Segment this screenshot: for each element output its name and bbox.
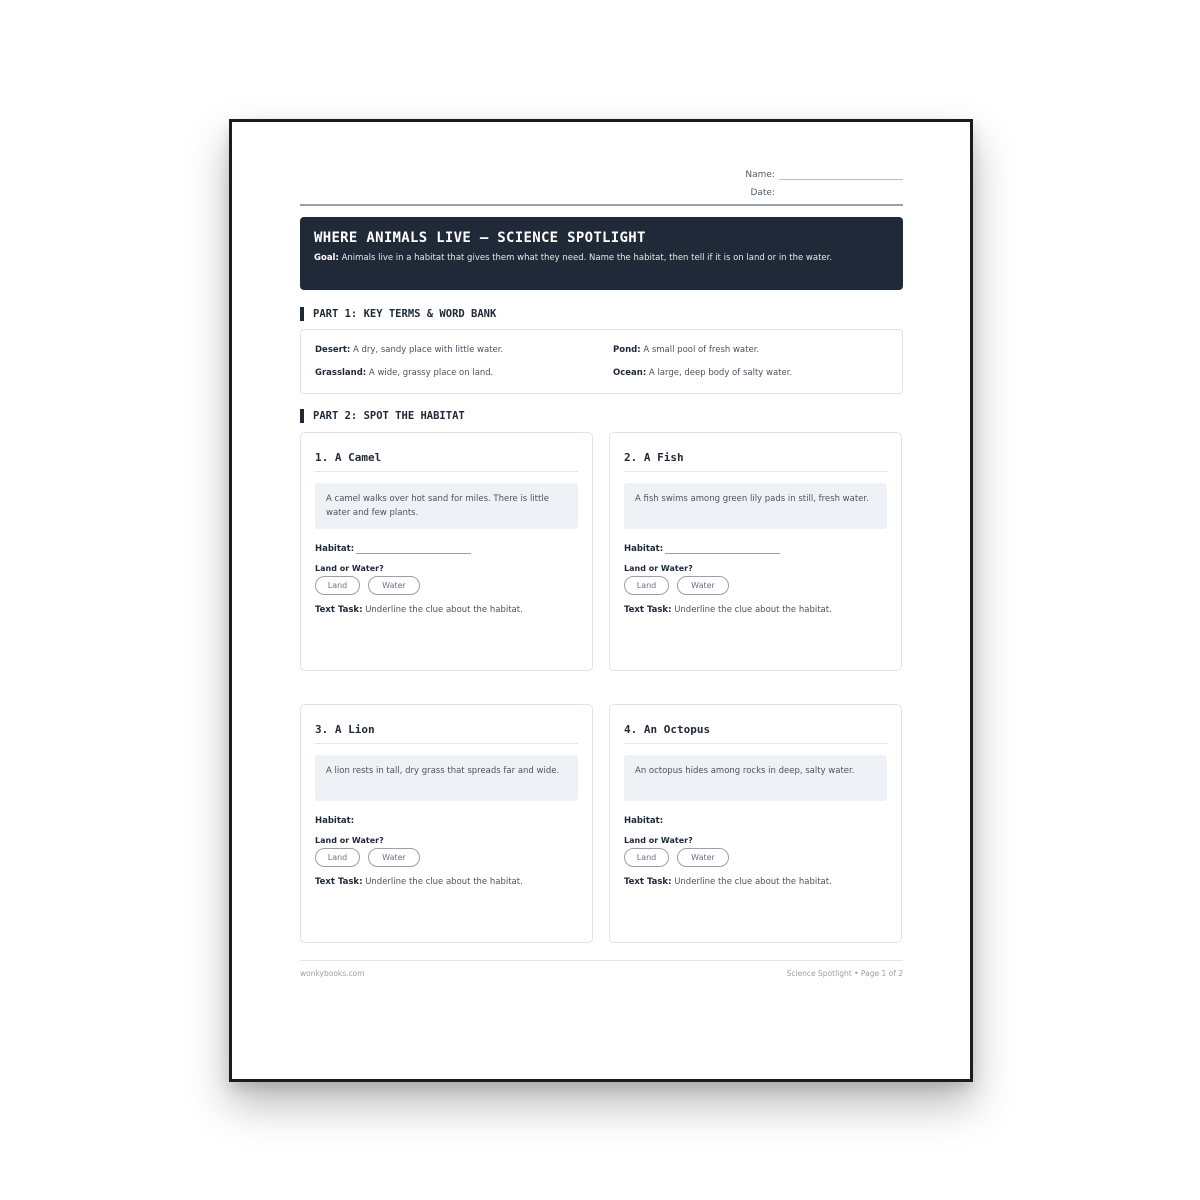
- habitat-label: Habitat:: [624, 544, 664, 554]
- name-row: [743, 162, 903, 180]
- card-passage: An octopus hides among rocks in deep, salty water.: [624, 755, 887, 801]
- word-bank-term: Ocean: A large, deep body of salty water.: [613, 368, 793, 379]
- title-banner: [300, 217, 903, 290]
- card-title: 1. A Camel: [315, 433, 578, 472]
- land-option[interactable]: Land: [315, 848, 360, 867]
- text-task-body: Underline the clue about the habitat.: [365, 605, 523, 615]
- footer-divider: [300, 960, 903, 961]
- water-option[interactable]: Water: [368, 848, 420, 867]
- land-or-water-label: Land or Water?: [624, 836, 693, 845]
- habitat-card-lion: [300, 704, 593, 943]
- word-bank-term: Grassland: A wide, grassy place on land.: [315, 368, 494, 379]
- land-option[interactable]: Land: [315, 576, 360, 595]
- text-task: [315, 605, 578, 615]
- habitat-card-fish: [609, 432, 902, 671]
- habitat-row: [315, 540, 578, 554]
- water-option[interactable]: Water: [677, 848, 729, 867]
- habitat-label: Habitat:: [624, 816, 664, 826]
- habitat-label: Habitat:: [315, 544, 355, 554]
- goal-text: [314, 252, 889, 265]
- land-or-water-label: Land or Water?: [624, 564, 693, 573]
- word-bank: [300, 329, 903, 394]
- habitat-answer-line[interactable]: [356, 545, 471, 554]
- date-label: Date:: [750, 188, 775, 198]
- page-content: [300, 122, 903, 1079]
- part2-heading: PART 2: SPOT THE HABITAT: [300, 409, 465, 423]
- card-title: 3. A Lion: [315, 705, 578, 744]
- water-option[interactable]: Water: [368, 576, 420, 595]
- word-bank-term: Pond: A small pool of fresh water.: [613, 344, 760, 355]
- water-option[interactable]: Water: [677, 576, 729, 595]
- text-task-label: Text Task:: [624, 605, 672, 615]
- text-task-label: Text Task:: [624, 877, 672, 887]
- land-water-options: [624, 848, 887, 867]
- page-footer: [300, 969, 903, 978]
- text-task: [315, 877, 578, 887]
- text-task: [624, 877, 887, 887]
- land-option[interactable]: Land: [624, 848, 669, 867]
- text-task-body: Underline the clue about the habitat.: [674, 605, 832, 615]
- text-task: [624, 605, 887, 615]
- header-divider: [300, 204, 903, 206]
- goal-label: Goal:: [314, 253, 339, 263]
- date-row: [743, 180, 903, 198]
- name-label: Name:: [745, 170, 775, 180]
- text-task-body: Underline the clue about the habitat.: [674, 877, 832, 887]
- habitat-row: [624, 812, 887, 826]
- worksheet-page: [229, 119, 973, 1082]
- card-passage: A camel walks over hot sand for miles. There is little water and few plants.: [315, 483, 578, 529]
- habitat-label: Habitat:: [315, 816, 355, 826]
- card-title: 4. An Octopus: [624, 705, 887, 744]
- habitat-answer-line[interactable]: [665, 545, 780, 554]
- text-task-body: Underline the clue about the habitat.: [365, 877, 523, 887]
- date-line[interactable]: [779, 186, 903, 198]
- land-water-options: [315, 848, 578, 867]
- footer-site: wonkybooks.com: [300, 969, 365, 978]
- land-or-water-label: Land or Water?: [315, 836, 384, 845]
- land-or-water-label: Land or Water?: [315, 564, 384, 573]
- word-bank-term: Desert: A dry, sandy place with little water.: [315, 344, 504, 355]
- habitat-card-octopus: [609, 704, 902, 943]
- habitat-card-camel: [300, 432, 593, 671]
- habitat-row: [624, 540, 887, 554]
- card-title: 2. A Fish: [624, 433, 887, 472]
- goal-body: Animals live in a habitat that gives them what they need. Name the habitat, then tell if it is on land or in the water.: [341, 253, 833, 263]
- land-option[interactable]: Land: [624, 576, 669, 595]
- page-title: WHERE ANIMALS LIVE — SCIENCE SPOTLIGHT: [314, 230, 646, 246]
- name-line[interactable]: [779, 168, 903, 180]
- text-task-label: Text Task:: [315, 605, 363, 615]
- land-water-options: [624, 576, 887, 595]
- land-water-options: [315, 576, 578, 595]
- name-date-block: [743, 162, 903, 198]
- habitat-row: [315, 812, 578, 826]
- card-passage: A lion rests in tall, dry grass that spreads far and wide.: [315, 755, 578, 801]
- part1-heading: PART 1: KEY TERMS & WORD BANK: [300, 307, 496, 321]
- footer-page-info: Science Spotlight • Page 1 of 2: [786, 969, 903, 978]
- text-task-label: Text Task:: [315, 877, 363, 887]
- card-passage: A fish swims among green lily pads in still, fresh water.: [624, 483, 887, 529]
